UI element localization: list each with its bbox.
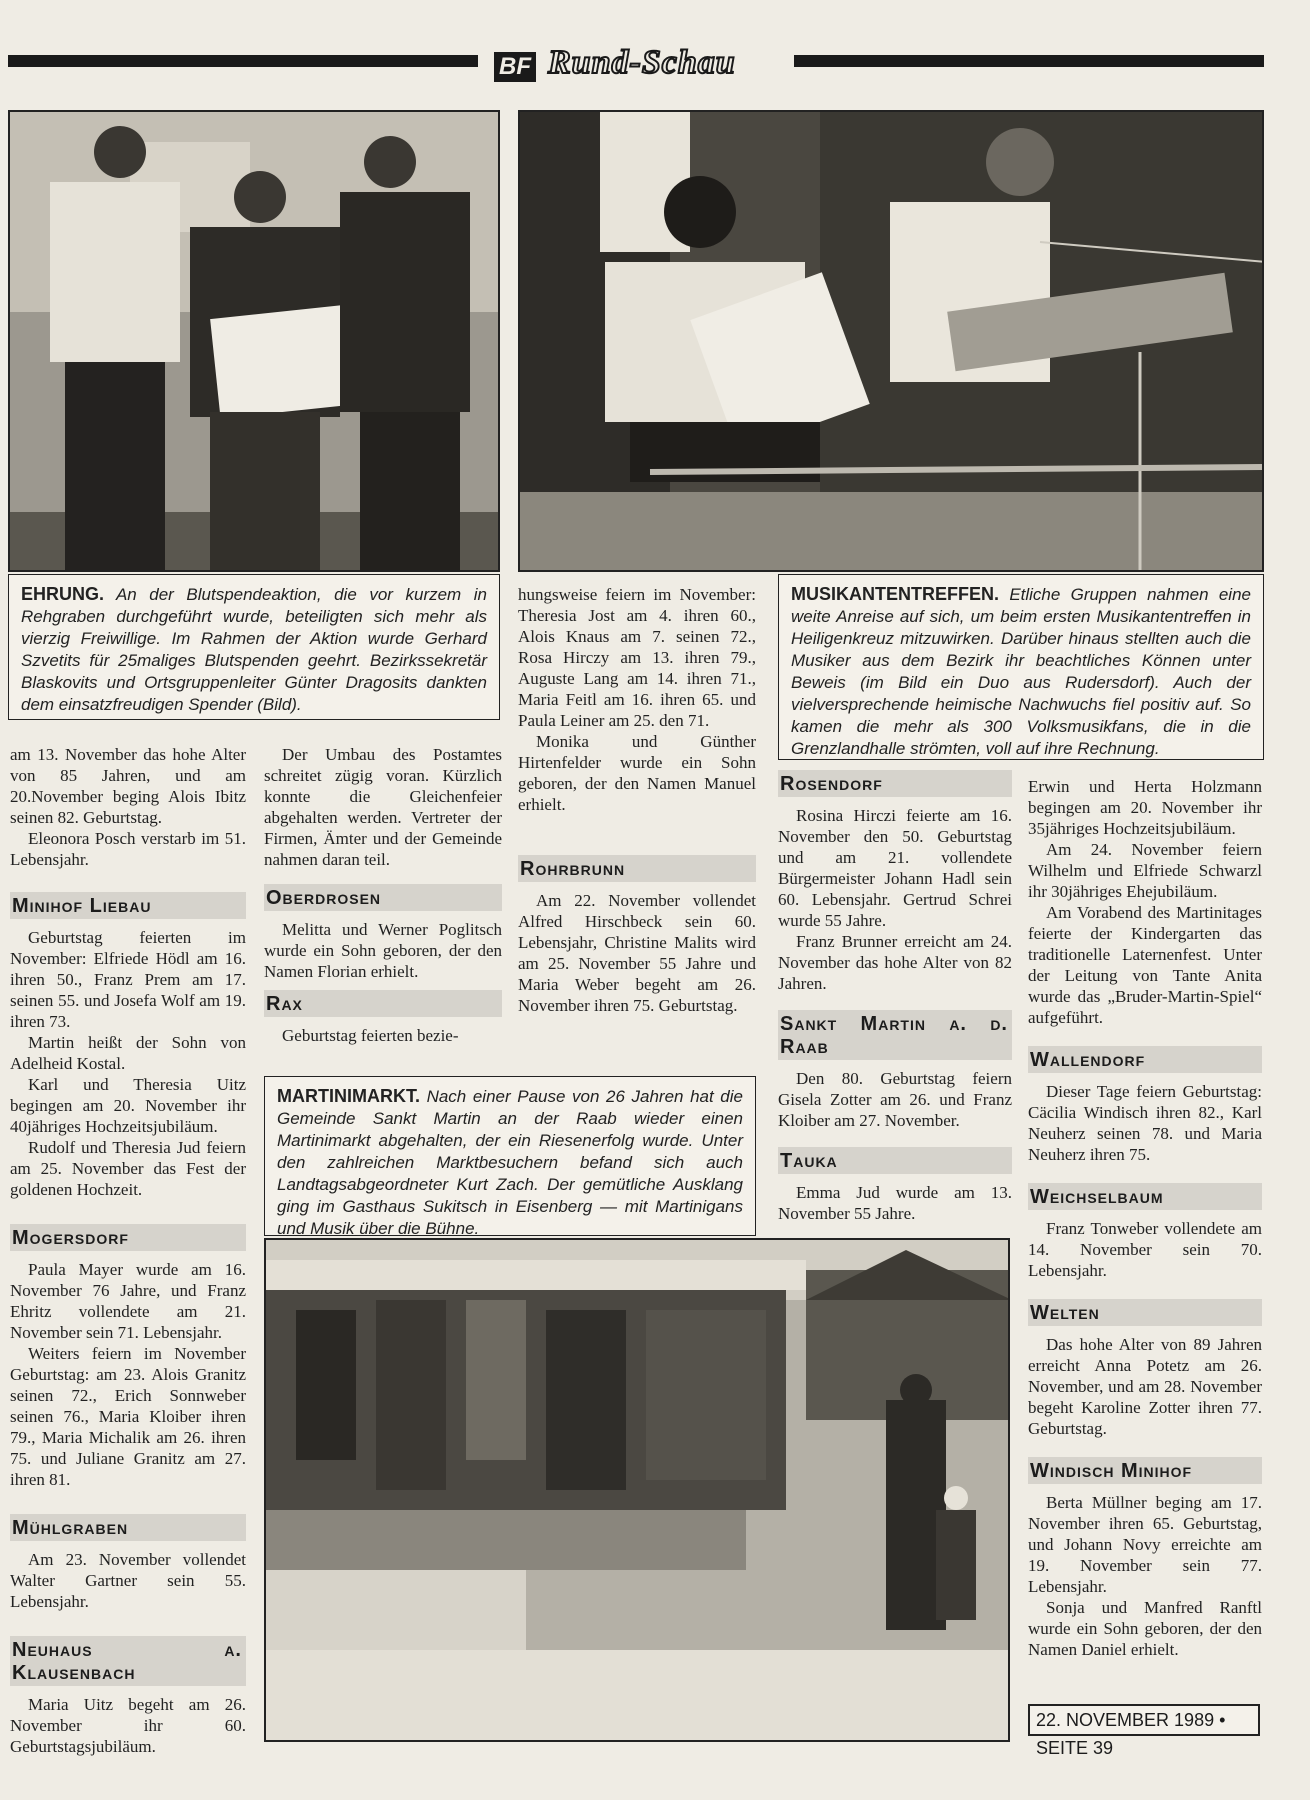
col1-text: Am 23. November vollendet Walter Gartner sein 55. Lebensjahr. <box>10 1550 246 1611</box>
col5-text: Das hohe Alter von 89 Jahren erreicht Anna Potetz am 26. November, und am 28. November begeht Karoline Zotter ihren 77. Geburtstag. <box>1028 1335 1262 1438</box>
col5-text: Berta Müllner beging am 17. November ihren 65. Geburtstag, und Johann Novy erreichte am 19. November sein 77. Lebensjahr. <box>1028 1493 1262 1596</box>
col1-text: Martin heißt der Sohn von Adelheid Kostal. <box>10 1033 246 1073</box>
photo-martinimarkt <box>264 1238 1010 1742</box>
col5-text: Sonja und Manfred Ranftl wurde ein Sohn geboren, der den Namen Daniel erhielt. <box>1028 1598 1262 1659</box>
caption-martinimarkt <box>264 1076 756 1236</box>
col3-text: hungsweise feiern im November: Theresia Jost am 4. ihren 60., Alois Knaus am 7. seinen 72., Rosa Hirczy am 13. ihren 79., Auguste Lang am 14. ihren 71., Maria Feitl am 16. ihren 65. und Paula Leiner am 25. den 71. <box>518 585 756 730</box>
heading-rohrbrunn: Rohrbrunn <box>518 855 756 882</box>
heading-welten: Welten <box>1028 1299 1262 1326</box>
column-5 <box>1028 776 1262 1660</box>
col5-text: Am 24. November feiern Wilhelm und Elfriede Schwarzl ihr 30jähriges Ehejubiläum. <box>1028 840 1262 901</box>
photo-musikantentreffen <box>518 110 1264 572</box>
col3-text: Monika und Günther Hirtenfelder wurde ein Sohn geboren, der den Namen Manuel erhielt. <box>518 732 756 814</box>
col1-text: Geburtstag feierten im November: Elfriede Hödl am 16. ihren 50., Franz Prem am 17. seinen 55. und Josefa Wolf am 19. ihren 73. <box>10 928 246 1031</box>
col5-text: Franz Tonweber vollendete am 14. November sein 70. Lebensjahr. <box>1028 1219 1262 1280</box>
heading-rosendorf: Rosendorf <box>778 770 1012 797</box>
heading-minihof-liebau: Minihof Liebau <box>10 892 246 919</box>
col5-text: Am Vorabend des Martinitages feierte der Kindergarten das traditionelle Laternenfest. Unter der Leitung von Tante Anita wurde das „Bruder-Martin-Spiel“ aufgeführt. <box>1028 903 1262 1027</box>
caption-ehrung-text: An der Blutspendeaktion, die vor kurzem in Rehgraben durchgeführt wurde, beteiligten sich mehr als vierzig Freiwillige. Im Rahmen der Aktion wurde Gerhard Szvetits für 25maliges Blutspenden geehrt. Bezirkssekretär Blaskovits und Ortsgruppenleiter Günter Dragosits dankten dem einsatzfreudigen Spender (Bild). <box>21 585 488 714</box>
caption-ehrung-lead: EHRUNG. <box>21 584 105 604</box>
column-1 <box>10 744 246 1757</box>
heading-neuhaus: Neuhaus a. Klausenbach <box>10 1636 246 1686</box>
caption-ehrung <box>8 574 500 720</box>
heading-windisch-minihof: Windisch Minihof <box>1028 1457 1262 1484</box>
column-4 <box>778 766 1012 1224</box>
heading-tauka: Tauka <box>778 1147 1012 1174</box>
col4-text: Franz Brunner erreicht am 24. November das hohe Alter von 82 Jahren. <box>778 932 1012 993</box>
heading-oberdrosen: Oberdrosen <box>264 884 502 911</box>
col1-text: Eleonora Posch verstarb im 51. Lebensjahr. <box>10 829 246 869</box>
col1-text: Weiters feiern im November Geburtstag: am 23. Alois Granitz seinen 72., Erich Sonnweber seinen 76., Maria Kloiber ihren 79., Maria Michalik am 26. ihren 75. und Juliane Granitz am 27. ihren 81. <box>10 1344 246 1489</box>
col1-text: Karl und Theresia Uitz begingen am 20. November ihr 40jähriges Hochzeitsjubiläum. <box>10 1075 246 1136</box>
masthead-rule-right <box>794 55 1264 67</box>
col2-text: Der Umbau des Postamtes schreitet zügig voran. Kürzlich konnte die Gleichenfeier abgehalten werden. Vertreter der Firmen, Ämter und der Gemeinde nahmen daran teil. <box>264 745 502 869</box>
caption-musikanten-lead: MUSIKANTENTREFFEN. <box>791 584 999 604</box>
col3-text: Am 22. November vollendet Alfred Hirschbeck sein 60. Lebensjahr, Christine Malits wird am 25. November 55 Jahre und Maria Weber begeht am 26. November ihren 75. Geburtstag. <box>518 891 756 1015</box>
col1-text: Maria Uitz begeht am 26. November ihr 60. Geburtstagsjubiläum. <box>10 1695 246 1756</box>
col2-text: Geburtstag feierten bezie- <box>282 1026 459 1045</box>
masthead-rule-left <box>8 55 478 67</box>
photo-ehrung <box>8 110 500 572</box>
col1-text: Paula Mayer wurde am 16. November 76 Jahre, und Franz Ehritz vollendete am 21. November sein 71. Lebensjahr. <box>10 1260 246 1342</box>
col4-text: Emma Jud wurde am 13. November 55 Jahre. <box>778 1183 1012 1223</box>
col4-text: Rosina Hirczi feierte am 16. November den 50. Geburtstag und am 21. vollendete Bürgermeister Johann Hadl sein 60. Lebensjahr. Gertrud Schrei wurde 55 Jahre. <box>778 806 1012 930</box>
column-3 <box>518 584 756 1016</box>
heading-mogersdorf: Mogersdorf <box>10 1224 246 1251</box>
caption-musikantentreffen <box>778 574 1264 760</box>
heading-weichselbaum: Weichselbaum <box>1028 1183 1262 1210</box>
caption-martini-lead: MARTINIMARKT. <box>277 1086 420 1106</box>
section-title: Rund-Schau <box>548 44 736 81</box>
heading-muehlgraben: Mühlgraben <box>10 1514 246 1541</box>
heading-rax: Rax <box>264 990 502 1017</box>
heading-sankt-martin: Sankt Martin a. d. Raab <box>778 1010 1012 1060</box>
caption-musikanten-text: Etliche Gruppen nahmen eine weite Anreise auf sich, um beim ersten Musikantentreffen in Heiligenkreuz mitzuwirken. Darüber hinaus stellten auch die Musiker aus dem Bezirk ihr beachtliches Können unter Beweis (im Bild ein Duo aus Rudersdorf). Auch der vielversprechende heimische Nachwuchs fiel positiv auf. So kamen die mehr als 300 Volksmusikfans, die in die Grenzlandhalle strömten, voll auf ihre Rechnung. <box>791 585 1251 758</box>
date-page-footer: 22. NOVEMBER 1989 • SEITE 39 <box>1028 1704 1260 1736</box>
col5-text: Erwin und Herta Holzmann begingen am 20. November ihr 35jähriges Hochzeitsjubiläum. <box>1028 777 1262 838</box>
heading-wallendorf: Wallendorf <box>1028 1046 1262 1073</box>
column-2 <box>264 744 502 1046</box>
col5-text: Dieser Tage feiern Geburtstag: Cäcilia Windisch ihren 82., Karl Neuherz seinen 78. und Maria Neuherz ihren 75. <box>1028 1082 1262 1164</box>
col2-text: Melitta und Werner Poglitsch wurde ein Sohn geboren, der den Namen Florian erhielt. <box>264 920 502 981</box>
col4-text: Den 80. Geburtstag feiern Gisela Zotter am 26. und Franz Kloiber am 27. November. <box>778 1069 1012 1130</box>
bf-logo: BF <box>494 52 536 82</box>
caption-martini-text: Nach einer Pause von 26 Jahren hat die Gemeinde Sankt Martin an der Raab wieder einen Martinimarkt abgehalten, der ein Riesenerfolg wurde. Unter den zahlreichen Marktbesuchern befand sich auch Landtagsabgeordneter Kurt Zach. Der gemütliche Ausklang ging im Gasthaus Sukitsch in Eisenberg — mit Martinigans und Musik über die Bühne. <box>277 1087 743 1238</box>
col1-text: Rudolf und Theresia Jud feiern am 25. November das Fest der goldenen Hochzeit. <box>10 1138 246 1199</box>
col1-text: am 13. November das hohe Alter von 85 Jahren, und am 20.November beging Alois Ibitz seinen 82. Geburtstag. <box>10 745 246 827</box>
